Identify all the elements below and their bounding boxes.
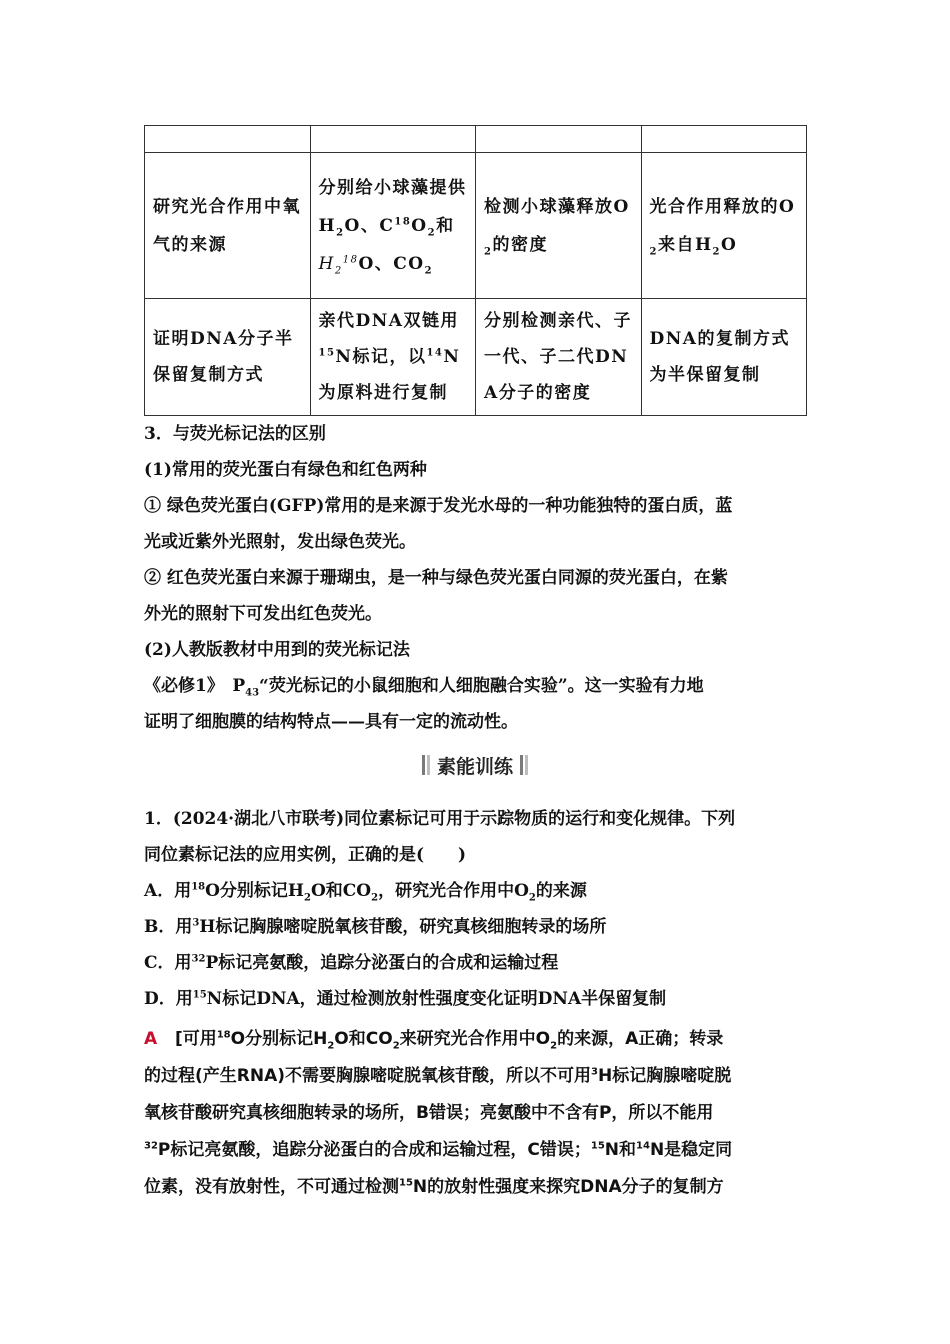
- paragraph: 《必修1》 $P_{43}“$荧光标记的小鼠细胞和人细胞融合实验”。这一实验有力地: [144, 676, 704, 699]
- table-cell: 检测小球藻释放$O_2$的密度: [476, 153, 642, 299]
- paragraph: (2)人教版教材中用到的荧光标记法: [144, 640, 410, 660]
- fluorescence-section: [144, 416, 808, 740]
- table-cell: 分别给小球藻提供$H_2O$、$C^{18}O_2$和 $H_2^{18}O$、$CO_2$: [310, 153, 476, 299]
- h2-formula-symbol: $H_2^{18}$: [318, 253, 359, 276]
- table-row: [145, 299, 807, 416]
- option-b: B．用$^3$H标记胸腺嘧啶脱氧核苷酸，研究真核细胞转录的场所: [144, 917, 607, 937]
- banner-bar-icon: [422, 755, 425, 775]
- banner-title: 素能训练: [436, 755, 513, 778]
- option-d: D．用$^{15}$N标记DNA，通过检测放射性强度变化证明DNA半保留复制: [144, 989, 667, 1009]
- table-row: [145, 153, 807, 299]
- answer-line: 氧核苷酸研究真核细胞转录的场所，B错误；亮氨酸中不含有P，所以不能用: [144, 1103, 714, 1123]
- paragraph: 外光的照射下可发出红色荧光。: [144, 604, 382, 624]
- table-cell: 分别检测亲代、子一代、子二代DNA分子的密度: [476, 299, 642, 416]
- answer-letter: A: [144, 1029, 158, 1049]
- table-cell: [476, 126, 642, 153]
- banner-bar-icon: [520, 755, 523, 775]
- answer-line: 位素，没有放射性，不可通过检测$^{15}$N的放射性强度来探究DNA分子的复制方: [144, 1177, 724, 1197]
- table-cell: 研究光合作用中氧气的来源: [145, 153, 311, 299]
- table-cell: 证明DNA分子半保留复制方式: [145, 299, 311, 416]
- table-cell: [145, 126, 311, 153]
- paragraph: 光或近紫外光照射，发出绿色荧光。: [144, 532, 416, 552]
- section-banner: [405, 751, 545, 779]
- answer-line: A [可用$^{18}$O分别标记$H_2O$和$CO_2$来研究光合作用中$O_2$的来源，A正确；转录: [144, 1029, 724, 1052]
- table-row: [145, 126, 807, 153]
- option-c: C．用$^{32}$P标记亮氨酸，追踪分泌蛋白的合成和运输过程: [144, 953, 559, 973]
- paragraph: (1)常用的荧光蛋白有绿色和红色两种: [144, 460, 427, 480]
- table-cell: 光合作用释放的$O_2$来自$H_2O$: [641, 153, 807, 299]
- banner-bar-icon: [525, 755, 528, 775]
- paragraph: ① 绿色荧光蛋白(GFP)常用的是来源于发光水母的一种功能独特的蛋白质，蓝: [144, 496, 733, 516]
- paragraph: 证明了细胞膜的结构特点——具有一定的流动性。: [144, 712, 518, 732]
- table-cell: DNA的复制方式为半保留复制: [641, 299, 807, 416]
- question-block: [144, 801, 808, 1017]
- question-stem: 同位素标记法的应用实例，正确的是( ): [144, 845, 467, 865]
- table-cell: [310, 126, 476, 153]
- banner-bar-icon: [427, 755, 430, 775]
- table-cell: [641, 126, 807, 153]
- answer-line: $^{32}$P标记亮氨酸，追踪分泌蛋白的合成和运输过程，C错误；$^{15}$N和$^{14}$N是稳定同: [144, 1140, 733, 1160]
- question-stem: 1．(2024·湖北八市联考)同位素标记可用于示踪物质的运行和变化规律。下列: [144, 809, 736, 829]
- answer-line: 的过程(产生RNA)不需要胸腺嘧啶脱氧核苷酸，所以不可用$^3$H标记胸腺嘧啶脱: [144, 1066, 732, 1086]
- option-a: A．用$^{18}$O分别标记$H_2O$和$CO_2$，研究光合作用中$O_2$的来源: [144, 881, 587, 904]
- table-cell: 亲代DNA双链用 $^{15}$N标记，以$^{14}$N为原料进行复制: [310, 299, 476, 416]
- answer-block: [144, 1021, 808, 1206]
- section-title: 3．与荧光标记法的区别: [144, 424, 326, 444]
- paragraph: ② 红色荧光蛋白来源于珊瑚虫，是一种与绿色荧光蛋白同源的荧光蛋白，在紫: [144, 568, 728, 588]
- experiment-table: [144, 125, 807, 416]
